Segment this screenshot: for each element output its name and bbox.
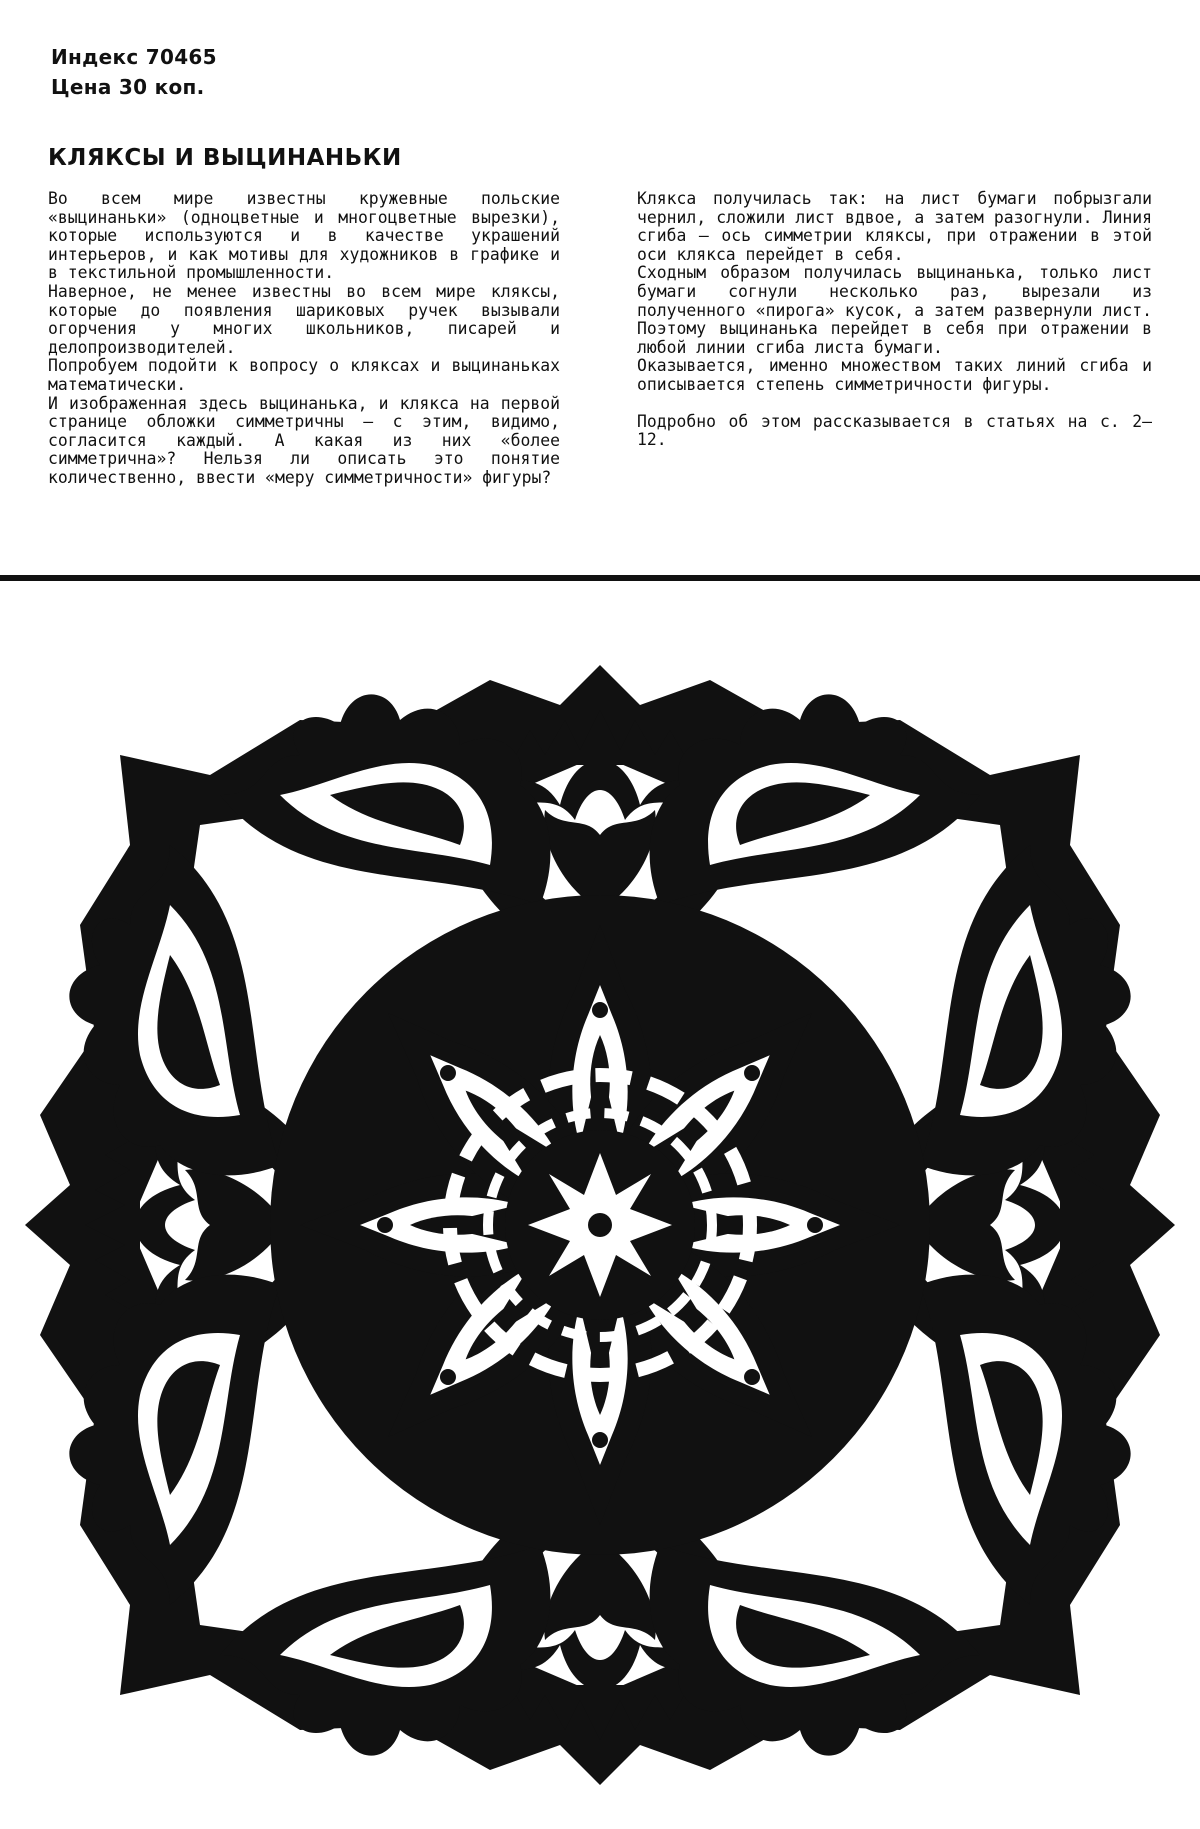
index-number: Индекс 70465 (51, 45, 217, 69)
paragraph: Клякса получилась так: на лист бумаги побрызгали чернил, сложили лист вдвое, а затем разогнули. Линия сгиба — ось симметрии кляксы, при отражении в этой оси клякса перейдет в себя. (637, 189, 1152, 264)
left-column (48, 190, 560, 488)
price: Цена 30 коп. (51, 75, 205, 99)
right-column (637, 190, 1152, 450)
paragraph: Во всем мире известны кружевные польские «выцинаньки» (одноцветные и многоцветные вырезки), которые используются и в качестве украшений интерьеров, и как мотивы для художников в графике и в текстильной промышленности. (48, 189, 560, 283)
paragraph: И изображенная здесь выцинанька, и клякса на первой странице обложки симметричны — с этим, видимо, согласится каждый. А какая из них «более симметрична»? Нельзя ли описать это понятие количественно, ввести «меру симметричности» фигуры? (48, 393, 560, 487)
article-title: КЛЯКСЫ И ВЫЦИНАНЬКИ (48, 145, 402, 171)
footnote: Подробно об этом рассказывается в статьях на с. 2—12. (637, 411, 1152, 450)
paragraph: Попробуем подойти к вопросу о кляксах и выцинаньках математически. (48, 356, 560, 394)
papercut-ornament-image (0, 600, 1200, 1829)
section-divider (0, 575, 1200, 581)
issue-meta (51, 42, 217, 102)
paragraph: Наверное, не менее известны во всем мире кляксы, которые до появления шариковых ручек вызывали огорчения у многих школьников, писарей и делопроизводителей. (48, 281, 560, 357)
paragraph: Оказывается, именно множеством таких линий сгиба и описывается степень симметричности фигуры. (637, 356, 1152, 394)
paragraph: Сходным образом получилась выцинанька, только лист бумаги согнули несколько раз, вырезали из полученного «пирога» кусок, а затем развернули лист. Поэтому выцинанька перейдет в себя при отражении в любой линии сгиба листа бумаги. (637, 263, 1152, 357)
